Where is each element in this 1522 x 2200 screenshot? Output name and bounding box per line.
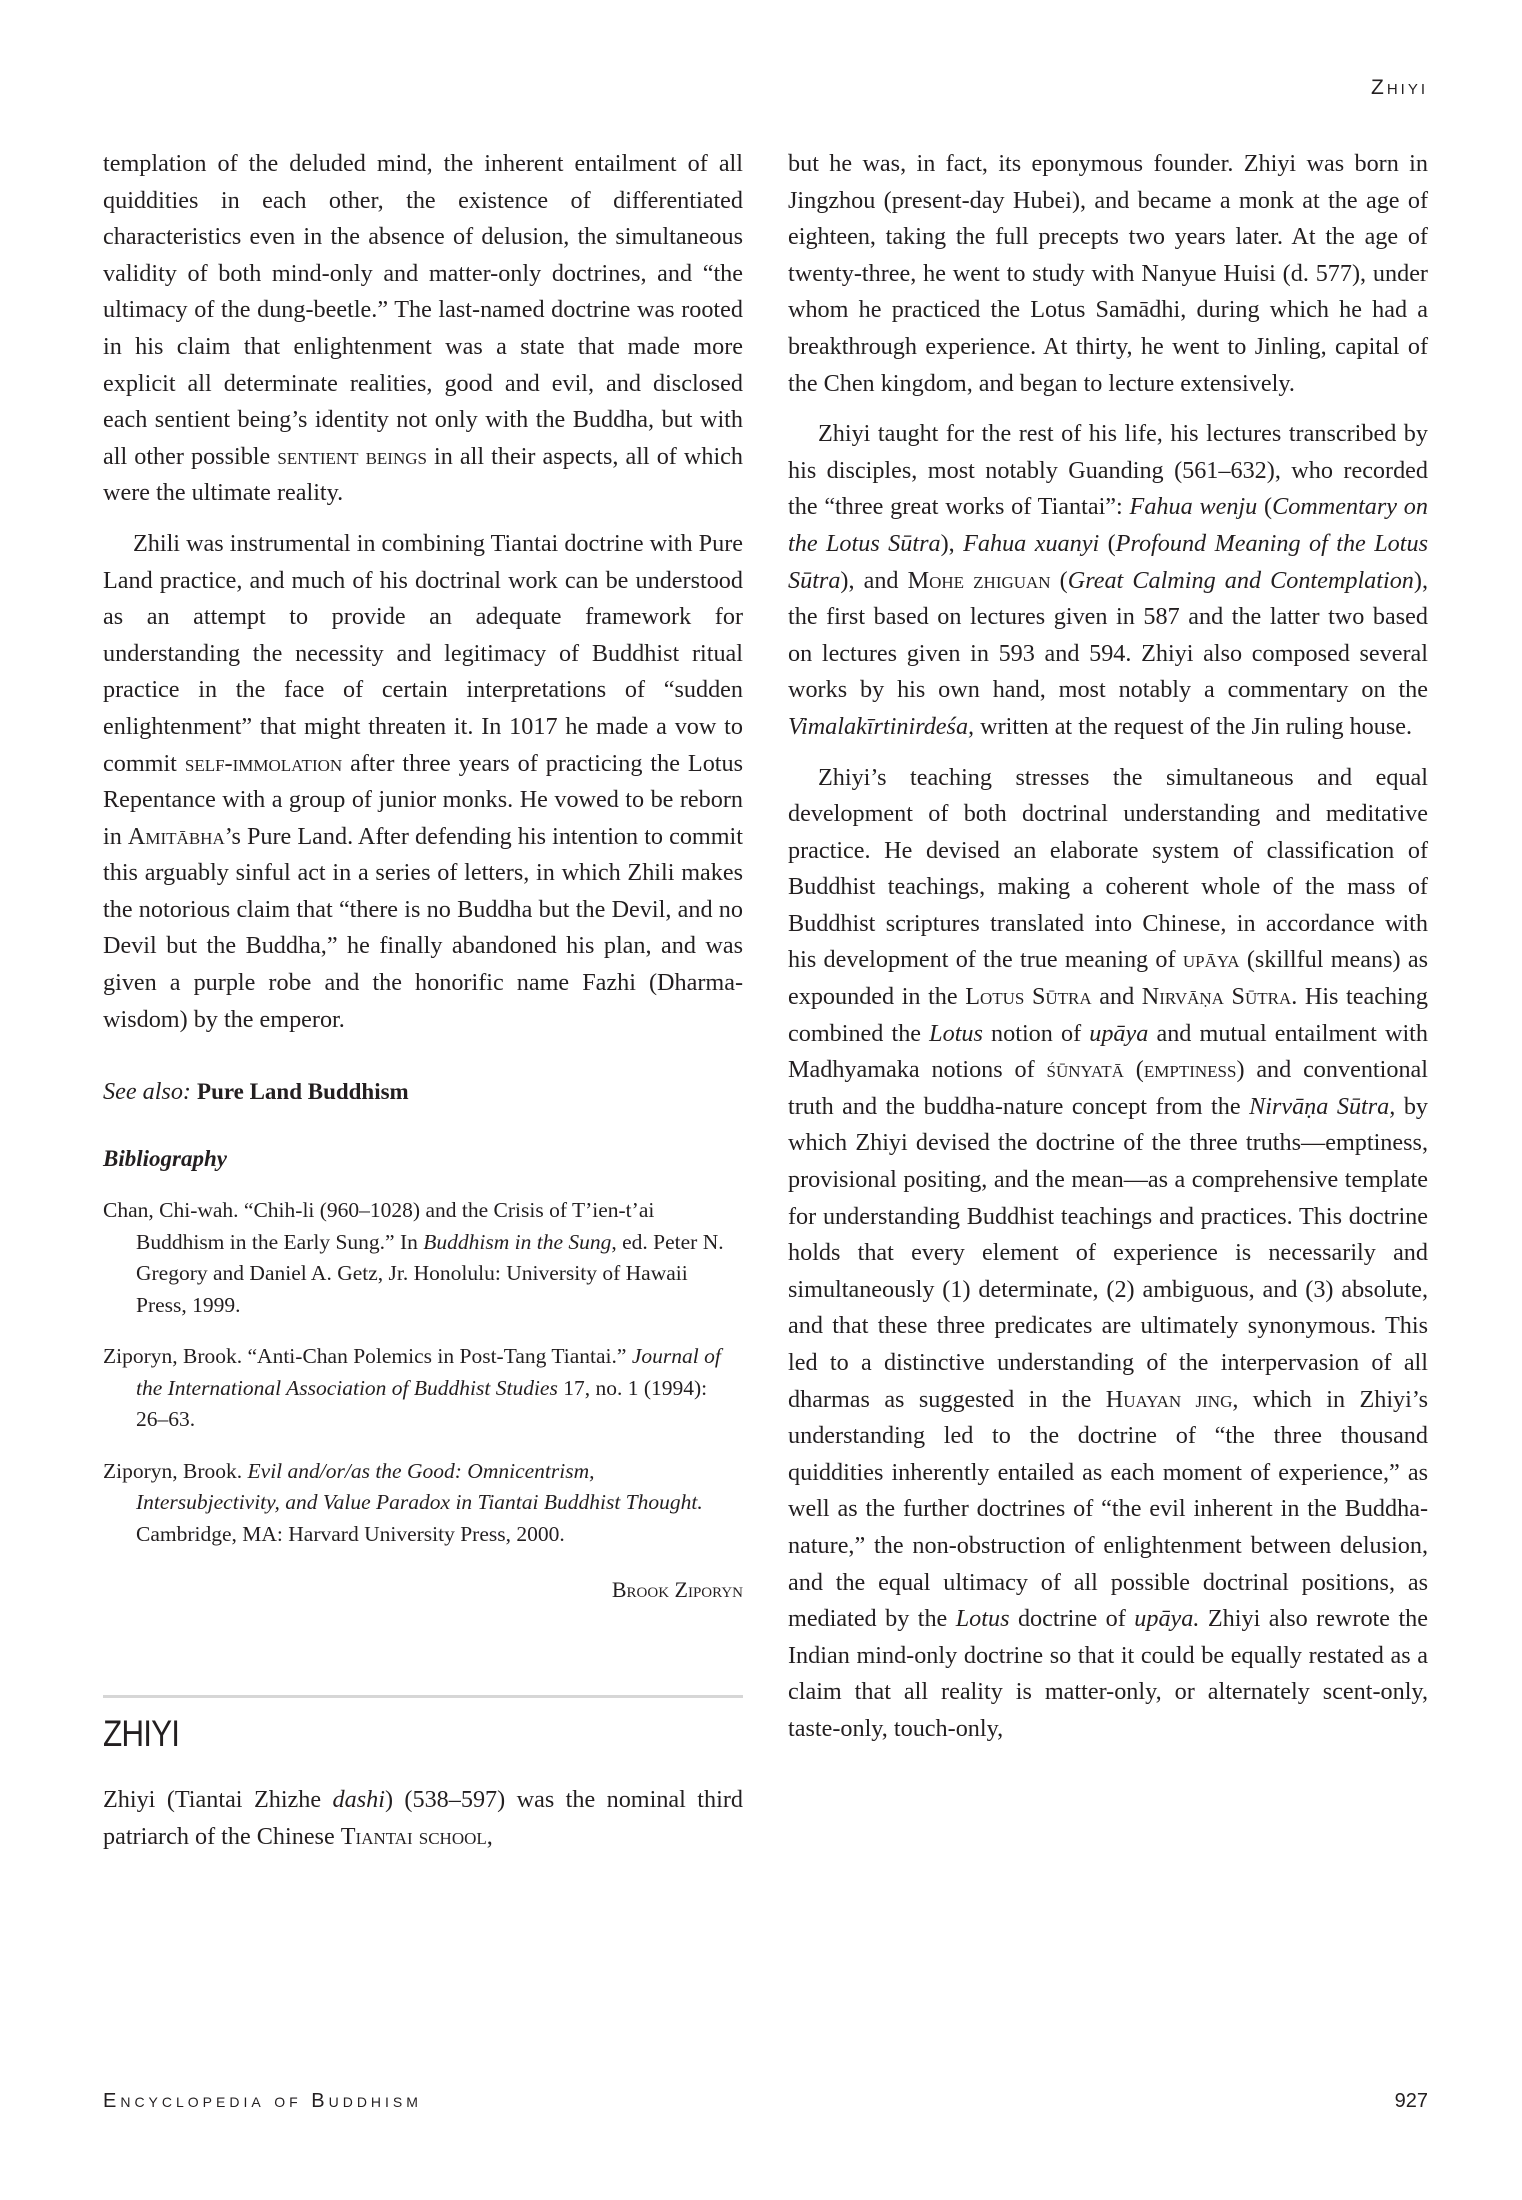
cross-reference-link[interactable]: Amitābha — [127, 822, 225, 850]
bibliography-list — [103, 1195, 743, 1550]
page-number: 927 — [1394, 2090, 1428, 2112]
see-also-link[interactable]: Pure Land Buddhism — [197, 1079, 409, 1105]
running-head — [1371, 76, 1428, 100]
bibliography-heading: Bibliography — [103, 1145, 227, 1171]
see-also — [103, 1074, 743, 1111]
running-head-title: Zhiyi — [1371, 76, 1428, 99]
paragraph: Zhiyi taught for the rest of his life, his lectures transcribed by his disciples, most notably Guanding (561–632), who recorded the “three great works of Tiantai”: Fahua wenju (Commentary on the Lotus Sūtra), Fahua xuanyi (Profound Meaning of the Lotus Sūtra), and Mohe zhiguan (Great Calming and Contemplation), the first based on lectures given in 587 and the latter two based on lectures given in 593 and 594. Zhiyi also composed several works by his own hand, most notably a commentary on the Vimalakīrtinirdeśa, written at the request of the Jin ruling house. — [788, 420, 1429, 740]
cross-reference-link[interactable]: upāya — [1182, 946, 1240, 974]
see-also-label: See also: — [103, 1078, 191, 1106]
paragraph: Zhili was instrumental in combining Tiantai doctrine with Pure Land practice, and much of his doctrinal work can be understood as an attempt to provide an adequate framework for understanding the necessity and legitimacy of Buddhist ritual practice in the face of certain interpretations of “sudden enlightenment” that might threaten it. In 1017 he made a vow to commit self-immolation after three years of practicing the Lotus Repentance with a group of junior monks. He vowed to be reborn in Amitābha’s Pure Land. After defending his intention to commit this arguably sinful act in a series of letters, in which Zhili makes the notorious claim that “there is no Buddha but the Devil, and no Devil but the Buddha,” he finally abandoned his plan, and was given a purple robe and the honorific name Fazhi (Dharma-wisdom) by the emperor. — [103, 529, 744, 1033]
cross-reference-link[interactable]: Lotus Sūtra — [965, 983, 1092, 1011]
page-footer — [103, 2090, 1428, 2113]
entry-title: ZHIYI — [103, 1713, 180, 1755]
publication-title: Encyclopedia of Buddhism — [103, 2090, 422, 2112]
cross-reference-link[interactable]: Mohe zhiguan — [907, 566, 1051, 594]
paragraph: but he was, in fact, its eponymous founder. Zhiyi was born in Jingzhou (present-day Hubei), and became a monk at the age of eighteen, taking the full precepts two years later. At the age of twenty-three, he went to study with Nanyue Huisi (d. 577), under whom he practiced the Lotus Samādhi, during which he had a breakthrough experience. At thirty, he went to Jinling, capital of the Chen kingdom, and began to lecture extensively. — [788, 150, 1428, 397]
cross-reference-link[interactable]: Nirvāṇa Sūtra — [1141, 983, 1292, 1011]
cross-reference-link[interactable]: sentient beings — [277, 442, 427, 470]
paragraph: Zhiyi (Tiantai Zhizhe dashi) (538–597) was the nominal third patriarch of the Chinese Tiantai school, — [103, 1786, 743, 1850]
bibliography-entry: Ziporyn, Brook. “Anti-Chan Polemics in Post-Tang Tiantai.” Journal of the International Association of Buddhist Studies 17, no. 1 (1994): 26–63. — [103, 1344, 721, 1432]
author-signature: Brook Ziporyn — [611, 1577, 743, 1603]
entry-divider — [103, 1695, 743, 1698]
paragraph: templation of the deluded mind, the inherent entailment of all quiddities in each other, the existence of differentiated characteristics even in the absence of delusion, the simultaneous validity of both mind-only and matter-only doctrines, and “the ultimacy of the dung-beetle.” The last-named doctrine was rooted in his claim that enlightenment was a state that made more explicit all determinate realities, good and evil, and disclosed each sentient being’s identity not only with the Buddha, but with all other possible sentient beings in all their aspects, all of which were the ultimate reality. — [103, 150, 744, 507]
paragraph: Zhiyi’s teaching stresses the simultaneous and equal development of both doctrinal understanding and meditative practice. He devised an elaborate system of classification of Buddhist teachings, making a coherent whole of the mass of Buddhist scriptures translated into Chinese, in accordance with his development of the true meaning of upāya (skillful means) as expounded in the Lotus Sūtra and Nirvāṇa Sūtra. His teaching combined the Lotus notion of upāya and mutual entailment with Madhyamaka notions of śūnyatā (emptiness) and conventional truth and the buddha-nature concept from the Nirvāṇa Sūtra, by which Zhiyi devised the doctrine of the three truths—emptiness, provisional positing, and the mean—as a comprehensive template for understanding Buddhist teachings and practices. This doctrine holds that every element of experience is necessarily and simultaneously (1) determinate, (2) ambiguous, and (3) absolute, and that these three predicates are ultimately synonymous. This led to a distinctive understanding of the interpervasion of all dharmas as suggested in the Huayan jing, which in Zhiyi’s understanding led to the doctrine of “the three thousand quiddities inherently entailed as each moment of experience,” as well as the further doctrines of “the evil inherent in the Buddha-nature,” the non-obstruction of enlightenment between delusion, and the equal ultimacy of all possible doctrinal positions, as mediated by the Lotus doctrine of upāya. Zhiyi also rewrote the Indian mind-only doctrine so that it could be equally restated as a claim that all reality is matter-only, or alternately scent-only, taste-only, touch-only, — [788, 763, 1429, 1742]
right-column — [788, 146, 1428, 1748]
cross-reference-link[interactable]: Tiantai school — [340, 1822, 487, 1850]
left-column — [103, 146, 743, 1855]
cross-reference-link[interactable]: self-immolation — [184, 749, 343, 777]
cross-reference-link[interactable]: emptiness — [1143, 1056, 1237, 1084]
bibliography-entry: Chan, Chi-wah. “Chih-li (960–1028) and the Crisis of T’ien-t’ai Buddhism in the Early Sung.” In Buddhism in the Sung, ed. Peter N. Gregory and Daniel A. Getz, Jr. Honolulu: University of Hawaii Press, 1999. — [103, 1198, 724, 1317]
cross-reference-link[interactable]: śūnyatā — [1046, 1056, 1124, 1084]
cross-reference-link[interactable]: Huayan jing — [1105, 1385, 1233, 1413]
bibliography-entry: Ziporyn, Brook. Evil and/or/as the Good: Omnicentrism, Intersubjectivity, and Value Paradox in Tiantai Buddhist Thought. Cambridge, MA: Harvard University Press, 2000. — [103, 1458, 703, 1546]
